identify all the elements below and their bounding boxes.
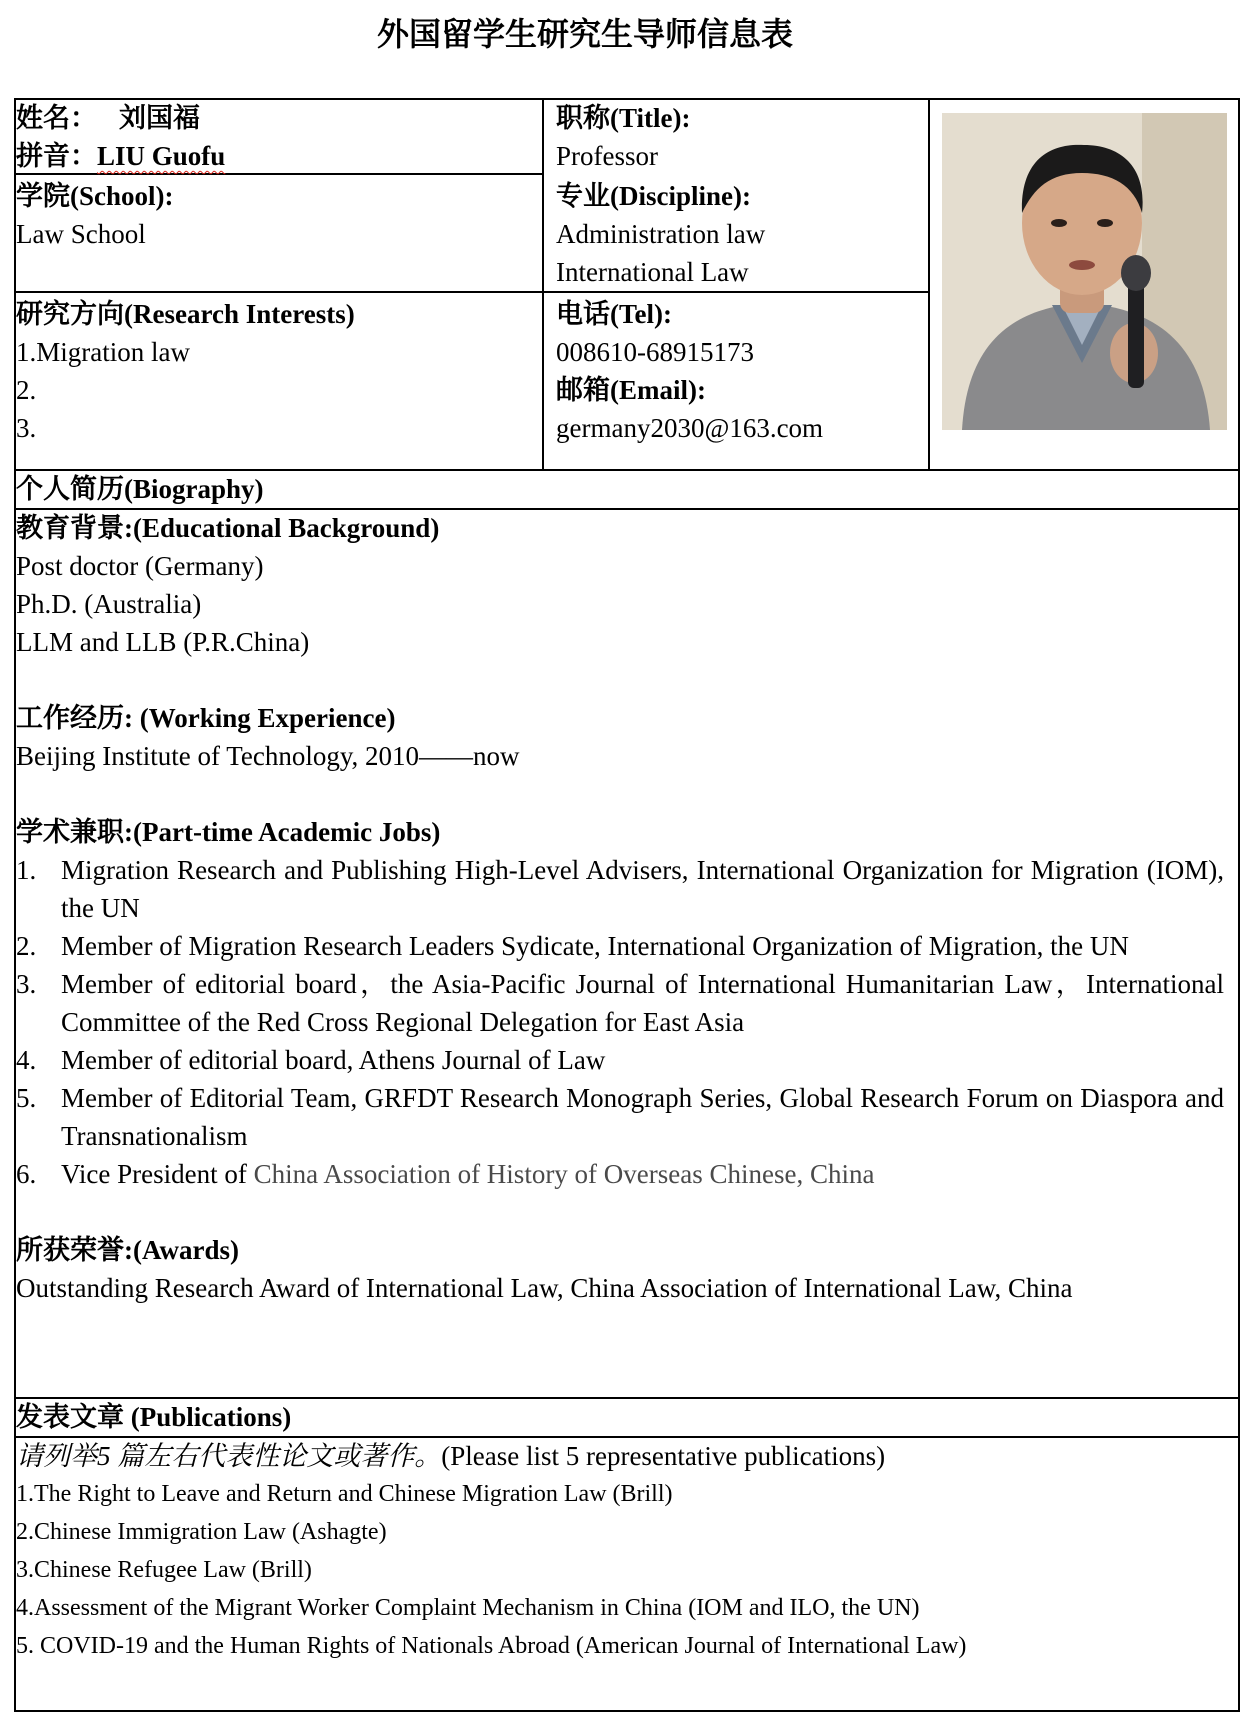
pinyin-label: 拼音： xyxy=(16,141,97,171)
portrait-illustration xyxy=(942,113,1227,430)
research-item: 3. xyxy=(16,413,37,443)
discipline-label: 专业(Discipline): xyxy=(556,181,751,211)
name-value: 刘国福 xyxy=(119,103,200,133)
list-item: 5. Member of Editorial Team, GRFDT Research Monograph Series, Global Research Forum on Diaspora and Transnationalism xyxy=(16,1083,1224,1151)
jobs-heading: 学术兼职:(Part-time Academic Jobs) xyxy=(16,817,441,847)
title-cell xyxy=(556,99,922,175)
list-item: 2. Member of Migration Research Leaders Sydicate, International Organization of Migration, the UN xyxy=(16,931,1129,961)
work-heading: 工作经历: (Working Experience) xyxy=(16,703,396,733)
list-item: 6. Vice President of China Association of History of Overseas Chinese, China xyxy=(16,1159,875,1189)
discipline-value: International Law xyxy=(556,257,749,287)
biography-body xyxy=(16,509,1224,1307)
school-label: 学院(School): xyxy=(16,181,174,211)
jobs-list xyxy=(16,851,1224,1193)
col-divider xyxy=(928,98,930,470)
tel-value: 008610-68915173 xyxy=(556,337,754,367)
publications-heading: 发表文章 (Publications) xyxy=(16,1402,292,1432)
profile-photo xyxy=(942,113,1227,430)
name-cell xyxy=(16,99,536,175)
list-item: 3. Member of editorial board，the Asia-Pacific Journal of International Humanitarian Law，International Committee of the Red Cross Regional Delegation for East Asia xyxy=(16,969,1224,1037)
publications-body xyxy=(16,1437,1224,1665)
work-item: Beijing Institute of Technology, 2010——now xyxy=(16,741,520,771)
education-item: Ph.D. (Australia) xyxy=(16,589,202,619)
discipline-cell xyxy=(556,177,922,291)
awards-heading: 所获荣誉:(Awards) xyxy=(16,1235,239,1265)
col-divider xyxy=(542,98,544,470)
title-label: 职称(Title): xyxy=(556,103,691,133)
contact-cell xyxy=(556,295,922,447)
instruction-en: (Please list 5 representative publications) xyxy=(441,1441,886,1471)
discipline-value: Administration law xyxy=(556,219,766,249)
instruction-cn: 请列举5 篇左右代表性论文或著作。 xyxy=(16,1441,442,1471)
school-value: Law School xyxy=(16,219,146,249)
school-cell xyxy=(16,177,536,253)
education-item: Post doctor (Germany) xyxy=(16,551,264,581)
research-item: 2. xyxy=(16,375,37,405)
page-title: 外国留学生研究生导师信息表 xyxy=(376,16,793,52)
awards-item: Outstanding Research Award of International Law, China Association of International Law, China xyxy=(16,1273,1073,1303)
biography-heading: 个人简历(Biography) xyxy=(16,474,264,504)
publication-item: 3.Chinese Refugee Law (Brill) xyxy=(16,1557,312,1583)
publication-item: 1.The Right to Leave and Return and Chinese Migration Law (Brill) xyxy=(16,1481,673,1507)
education-item: LLM and LLB (P.R.China) xyxy=(16,627,310,657)
publication-item: 5. COVID-19 and the Human Rights of Nationals Abroad (American Journal of International Law) xyxy=(16,1633,967,1659)
research-label: 研究方向(Research Interests) xyxy=(16,299,355,329)
list-item: 4. Member of editorial board, Athens Journal of Law xyxy=(16,1045,606,1075)
tel-label: 电话(Tel): xyxy=(556,299,672,329)
publication-item: 4.Assessment of the Migrant Worker Complaint Mechanism in China (IOM and ILO, the UN) xyxy=(16,1595,920,1621)
research-cell xyxy=(16,295,536,447)
email-label: 邮箱(Email): xyxy=(556,375,706,405)
research-item: 1.Migration law xyxy=(16,337,190,367)
list-item: 1. Migration Research and Publishing High-Level Advisers, International Organization for Migration (IOM), the UN xyxy=(16,855,1224,923)
education-heading: 教育背景:(Educational Background) xyxy=(16,513,440,543)
row-divider xyxy=(14,291,928,293)
name-label: 姓名： xyxy=(16,103,97,133)
title-value: Professor xyxy=(556,141,658,171)
publication-item: 2.Chinese Immigration Law (Ashagte) xyxy=(16,1519,387,1545)
pinyin-value: LIU Guofu xyxy=(97,141,226,171)
email-value: germany2030@163.com xyxy=(556,413,824,443)
